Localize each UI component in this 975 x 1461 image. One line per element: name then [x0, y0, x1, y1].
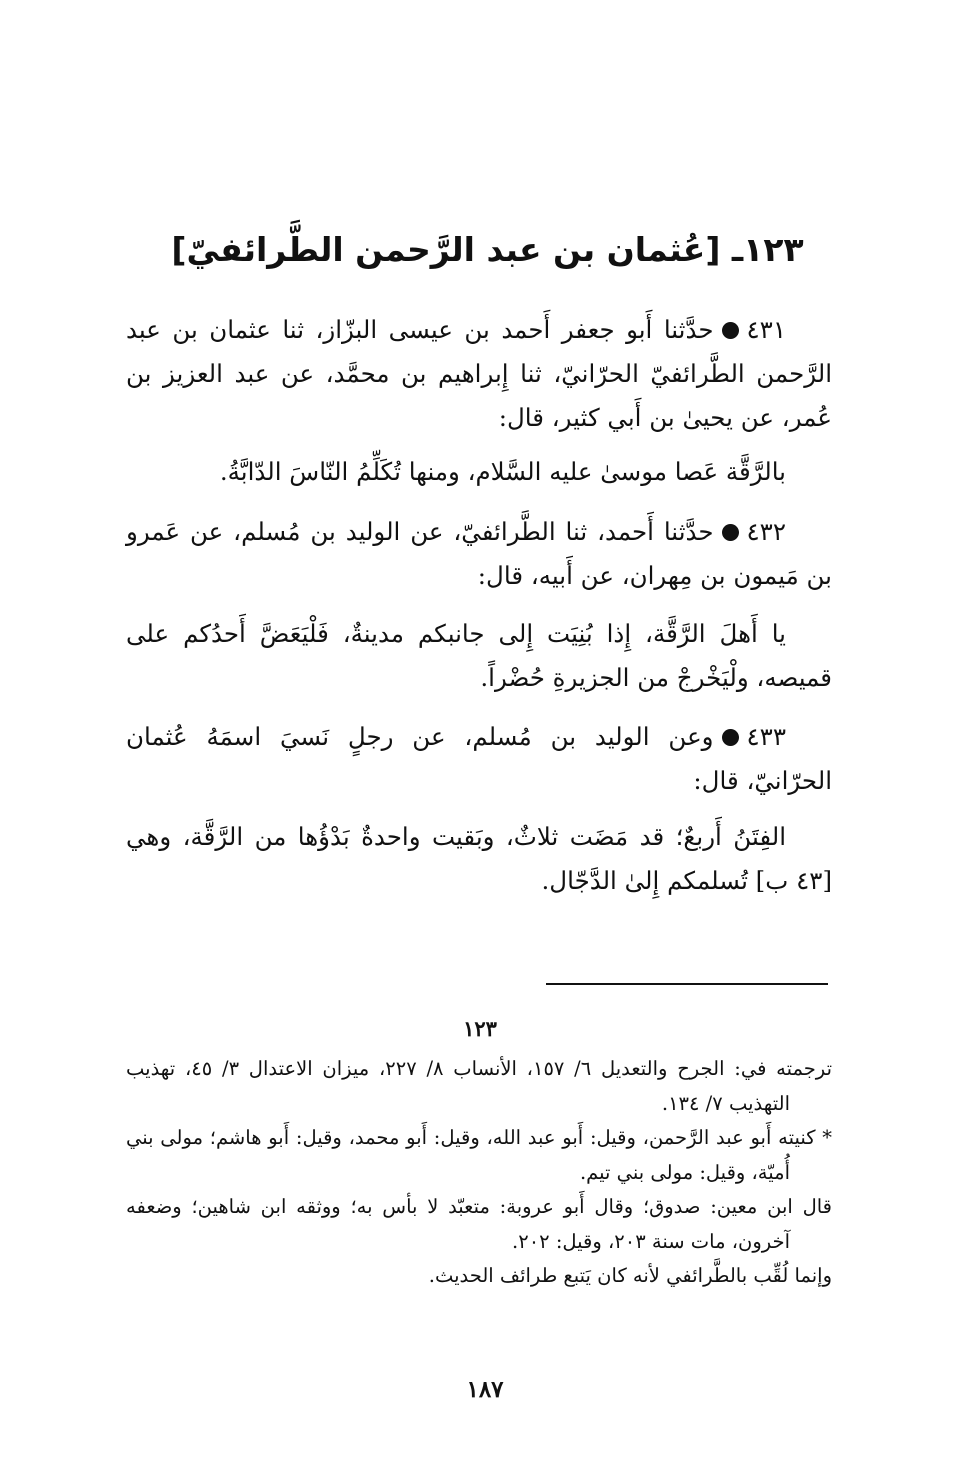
footnote-line: وإنما لُقِّب بالطَّرائفي لأنه كان يَتبع طرائف الحديث.: [428, 1264, 832, 1287]
page-number: ١٨٧: [466, 1376, 504, 1403]
footnote-divider: [546, 983, 828, 985]
hadith-chain-text: حدَّثنا أَحمد، ثنا الطَّرائفيّ، عن الوليد بن مُسلم، عن عَمرو بن مَيمون بن مِهران، عن أَبيه، قال:: [126, 517, 832, 590]
bullet-icon: [722, 322, 739, 339]
hadith-number: ٤٣١: [746, 315, 786, 344]
hadith-433-chain: [126, 715, 832, 803]
footnote-line: * كنيته أَبو عبد الرَّحمن، وقيل: أَبو عبد الله، وقيل: أَبو محمد، وقيل: أَبو هاشم؛ مولى بني أُميّة، وقيل: مولى بني تيم.: [126, 1126, 832, 1184]
bullet-icon: [722, 524, 739, 541]
footnote-ref-number: ١٢٣: [463, 1016, 497, 1041]
footnote-line: قال ابن معين: صدوق؛ وقال أَبو عروبة: متعبّد لا بأس به؛ ووثقه ابن شاهين؛ وضعفه آخرون، مات سنة ٢٠٣، وقيل: ٢٠٢.: [126, 1195, 832, 1253]
hadith-number: ٤٣٢: [746, 517, 786, 546]
hadith-432-text: يا أَهلَ الرَّقَّة، إِذا بُنِيَت إِلى جانبكم مدينةٌ، فَلْيَعَضَّ أَحدُكم على قميصه، ولْيَخْرجْ من الجزيرةِ حُضْراً.: [126, 619, 832, 692]
hadith-431-text: بالرَّقَّة عَصا موسىٰ عليه السَّلام، ومنها تُكَلِّمُ النّاسَ الدّابَّةُ.: [219, 457, 786, 486]
hadith-433-text: الفِتَنُ أَربعٌ؛ قد مَضَت ثلاثٌ، وبَقيت واحدةٌ بَدْؤُها من الرَّقَّة، وهي [٤٣ ب] تُسلمكم إِلىٰ الدَّجّال.: [126, 822, 832, 895]
hadith-chain-text: وعن الوليد بن مُسلم، عن رجلٍ نَسيَ اسمَهُ عُثمان الحرّانيّ، قال:: [126, 722, 832, 795]
hadith-432-chain: [126, 510, 832, 598]
footnotes: [126, 1052, 832, 1294]
footnote-line: ترجمته في: الجرح والتعديل ٦/ ١٥٧، الأنساب ٨/ ٢٢٧، ميزان الاعتدال ٣/ ٤٥، تهذيب التهذيب ٧/ ١٣٤.: [126, 1057, 832, 1115]
bullet-icon: [722, 729, 739, 746]
hadith-chain-text: حدَّثنا أَبو جعفر أَحمد بن عيسى البزّاز، ثنا عثمان بن عبد الرَّحمن الطَّرائفيّ الحرّانيّ، ثنا إِبراهيم بن محمَّد، عن عبد العزيز بن عُمر، عن يحيىٰ بن أَبي كثير، قال:: [126, 315, 832, 432]
hadith-431-chain: [126, 308, 832, 440]
hadith-number: ٤٣٣: [746, 722, 786, 751]
entry-title: ١٢٣ـ [عُثمان بن عبد الرَّحمن الطَّرائفيّ]: [171, 230, 804, 269]
